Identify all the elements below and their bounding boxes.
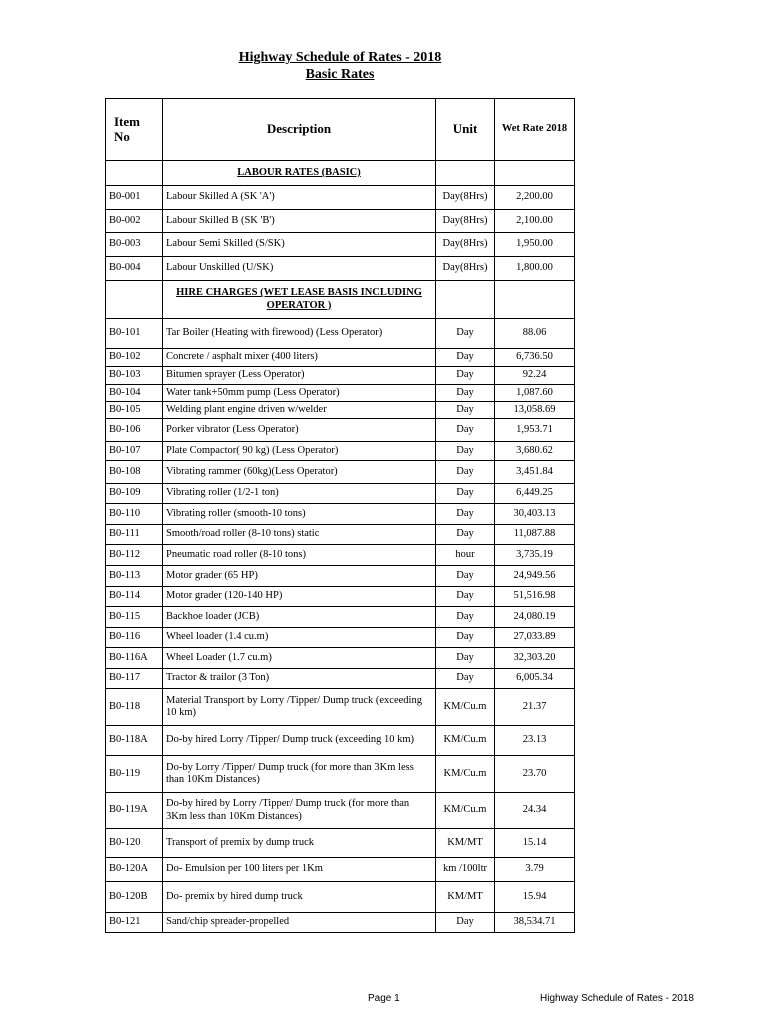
unit-cell: Day — [436, 566, 495, 587]
unit-cell: Day — [436, 669, 495, 689]
rate-cell: 2,100.00 — [495, 210, 575, 233]
rate-cell: 2,200.00 — [495, 186, 575, 210]
table-row — [106, 402, 575, 419]
column-header-wet-rate: Wet Rate 2018 — [495, 99, 575, 161]
unit-cell: KM/Cu.m — [436, 793, 495, 829]
description-cell: Labour Skilled B (SK 'B') — [163, 210, 436, 233]
description-cell: Vibrating roller (1/2-1 ton) — [163, 484, 436, 504]
rate-cell: 30,403.13 — [495, 504, 575, 525]
description-cell: Wheel loader (1.4 cu.m) — [163, 628, 436, 648]
description-cell: Do-by hired by Lorry /Tipper/ Dump truck (for more than 3Km less than 10Km Distances) — [163, 793, 436, 829]
table-row — [106, 319, 575, 349]
rate-cell: 3,451.84 — [495, 461, 575, 484]
item-cell: B0-101 — [106, 319, 163, 349]
unit-cell: KM/MT — [436, 829, 495, 858]
item-cell: B0-109 — [106, 484, 163, 504]
item-cell: B0-118 — [106, 689, 163, 726]
unit-cell: Day — [436, 525, 495, 545]
description-cell: Plate Compactor( 90 kg) (Less Operator) — [163, 442, 436, 461]
unit-cell: Day — [436, 648, 495, 669]
unit-cell: Day — [436, 419, 495, 442]
table-row — [106, 829, 575, 858]
table-row — [106, 385, 575, 402]
unit-cell: Day — [436, 319, 495, 349]
item-cell: B0-117 — [106, 669, 163, 689]
description-cell: LABOUR RATES (BASIC) — [163, 161, 436, 186]
description-cell: Labour Skilled A (SK 'A') — [163, 186, 436, 210]
column-header-unit: Unit — [436, 99, 495, 161]
column-header-item-no: Item No — [106, 99, 163, 161]
item-cell — [106, 161, 163, 186]
rate-cell — [495, 281, 575, 319]
description-cell: Transport of premix by dump truck — [163, 829, 436, 858]
unit-cell: Day — [436, 402, 495, 419]
description-cell: Labour Unskilled (U/SK) — [163, 257, 436, 281]
table-row — [106, 349, 575, 367]
table-body — [106, 161, 575, 933]
item-cell: B0-110 — [106, 504, 163, 525]
item-cell: B0-116 — [106, 628, 163, 648]
item-cell: B0-119 — [106, 756, 163, 793]
item-cell: B0-001 — [106, 186, 163, 210]
item-cell: B0-002 — [106, 210, 163, 233]
description-cell: Vibrating roller (smooth-10 tons) — [163, 504, 436, 525]
unit-cell: Day — [436, 484, 495, 504]
unit-cell: Day(8Hrs) — [436, 210, 495, 233]
table-row — [106, 367, 575, 385]
rate-cell: 24,949.56 — [495, 566, 575, 587]
rate-cell: 3,680.62 — [495, 442, 575, 461]
unit-cell — [436, 281, 495, 319]
rate-cell: 38,534.71 — [495, 913, 575, 933]
table-row — [106, 525, 575, 545]
item-cell: B0-121 — [106, 913, 163, 933]
rate-cell: 92.24 — [495, 367, 575, 385]
description-cell: HIRE CHARGES (WET LEASE BASIS INCLUDING OPERATOR ) — [163, 281, 436, 319]
item-cell: B0-108 — [106, 461, 163, 484]
rate-cell: 6,736.50 — [495, 349, 575, 367]
description-cell: Concrete / asphalt mixer (400 liters) — [163, 349, 436, 367]
description-cell: Porker vibrator (Less Operator) — [163, 419, 436, 442]
rate-cell: 1,950.00 — [495, 233, 575, 257]
page-subtitle: Basic Rates — [305, 67, 375, 82]
table-row — [106, 793, 575, 829]
item-cell: B0-113 — [106, 566, 163, 587]
unit-cell: Day — [436, 913, 495, 933]
table-row — [106, 233, 575, 257]
table-row — [106, 607, 575, 628]
description-cell: Water tank+50mm pump (Less Operator) — [163, 385, 436, 402]
item-cell: B0-119A — [106, 793, 163, 829]
rate-cell — [495, 161, 575, 186]
table-row — [106, 882, 575, 913]
table-row — [106, 858, 575, 882]
description-cell: Tractor & trailor (3 Ton) — [163, 669, 436, 689]
unit-cell: Day(8Hrs) — [436, 186, 495, 210]
unit-cell: KM/Cu.m — [436, 689, 495, 726]
rates-table — [105, 98, 575, 933]
rate-cell: 23.70 — [495, 756, 575, 793]
description-cell: Labour Semi Skilled (S/SK) — [163, 233, 436, 257]
description-cell: Bitumen sprayer (Less Operator) — [163, 367, 436, 385]
unit-cell: Day — [436, 385, 495, 402]
column-header-description: Description — [163, 99, 436, 161]
description-cell: Do-by Lorry /Tipper/ Dump truck (for more than 3Km less than 10Km Distances) — [163, 756, 436, 793]
table-row — [106, 726, 575, 756]
item-cell: B0-120B — [106, 882, 163, 913]
item-cell: B0-116A — [106, 648, 163, 669]
item-cell: B0-120 — [106, 829, 163, 858]
item-cell: B0-120A — [106, 858, 163, 882]
item-cell: B0-112 — [106, 545, 163, 566]
description-cell: Welding plant engine driven w/welder — [163, 402, 436, 419]
item-cell: B0-004 — [106, 257, 163, 281]
table-row — [106, 461, 575, 484]
table-row — [106, 442, 575, 461]
rate-cell: 24.34 — [495, 793, 575, 829]
table-row — [106, 484, 575, 504]
item-cell: B0-107 — [106, 442, 163, 461]
item-cell: B0-118A — [106, 726, 163, 756]
item-cell: B0-105 — [106, 402, 163, 419]
table-row — [106, 210, 575, 233]
rate-cell: 23.13 — [495, 726, 575, 756]
item-cell: B0-114 — [106, 587, 163, 607]
page-number: Page 1 — [368, 993, 400, 1004]
rate-cell: 1,800.00 — [495, 257, 575, 281]
table-row — [106, 628, 575, 648]
rate-cell: 6,449.25 — [495, 484, 575, 504]
footer-title: Highway Schedule of Rates - 2018 — [540, 993, 694, 1004]
description-cell: Motor grader (65 HP) — [163, 566, 436, 587]
description-cell: Sand/chip spreader-propelled — [163, 913, 436, 933]
description-cell: Material Transport by Lorry /Tipper/ Dump truck (exceeding 10 km) — [163, 689, 436, 726]
rate-cell: 3.79 — [495, 858, 575, 882]
unit-cell: KM/MT — [436, 882, 495, 913]
table-row — [106, 648, 575, 669]
table-row — [106, 756, 575, 793]
table-row — [106, 913, 575, 933]
item-cell: B0-111 — [106, 525, 163, 545]
unit-cell: Day — [436, 587, 495, 607]
section-header-row — [106, 161, 575, 186]
rate-cell: 13,058.69 — [495, 402, 575, 419]
item-cell: B0-103 — [106, 367, 163, 385]
rate-cell: 51,516.98 — [495, 587, 575, 607]
item-cell: B0-106 — [106, 419, 163, 442]
rate-cell: 15.94 — [495, 882, 575, 913]
item-cell: B0-102 — [106, 349, 163, 367]
table-row — [106, 257, 575, 281]
item-cell — [106, 281, 163, 319]
description-cell: Wheel Loader (1.7 cu.m) — [163, 648, 436, 669]
rate-cell: 27,033.89 — [495, 628, 575, 648]
item-cell: B0-104 — [106, 385, 163, 402]
rate-cell: 3,735.19 — [495, 545, 575, 566]
rate-cell: 1,087.60 — [495, 385, 575, 402]
table-row — [106, 587, 575, 607]
unit-cell: KM/Cu.m — [436, 726, 495, 756]
unit-cell — [436, 161, 495, 186]
description-cell: Smooth/road roller (8-10 tons) static — [163, 525, 436, 545]
rate-cell: 88.06 — [495, 319, 575, 349]
table-header-row — [106, 99, 575, 161]
description-cell: Do- premix by hired dump truck — [163, 882, 436, 913]
description-cell: Pneumatic road roller (8-10 tons) — [163, 545, 436, 566]
rate-cell: 32,303.20 — [495, 648, 575, 669]
unit-cell: km /100ltr — [436, 858, 495, 882]
unit-cell: Day — [436, 349, 495, 367]
rate-cell: 21.37 — [495, 689, 575, 726]
unit-cell: Day — [436, 367, 495, 385]
unit-cell: Day — [436, 504, 495, 525]
description-cell: Vibrating rammer (60kg)(Less Operator) — [163, 461, 436, 484]
unit-cell: Day — [436, 442, 495, 461]
table-row — [106, 186, 575, 210]
rate-cell: 1,953.71 — [495, 419, 575, 442]
item-cell: B0-115 — [106, 607, 163, 628]
section-header-row — [106, 281, 575, 319]
rate-cell: 11,087.88 — [495, 525, 575, 545]
unit-cell: Day — [436, 607, 495, 628]
table-row — [106, 566, 575, 587]
description-cell: Do-by hired Lorry /Tipper/ Dump truck (exceeding 10 km) — [163, 726, 436, 756]
unit-cell: Day — [436, 461, 495, 484]
table-row — [106, 545, 575, 566]
unit-cell: Day(8Hrs) — [436, 257, 495, 281]
unit-cell: KM/Cu.m — [436, 756, 495, 793]
rate-cell: 24,080.19 — [495, 607, 575, 628]
table-row — [106, 419, 575, 442]
description-cell: Do- Emulsion per 100 liters per 1Km — [163, 858, 436, 882]
rate-cell: 15.14 — [495, 829, 575, 858]
rate-cell: 6,005.34 — [495, 669, 575, 689]
description-cell: Backhoe loader (JCB) — [163, 607, 436, 628]
unit-cell: Day — [436, 628, 495, 648]
table-row — [106, 669, 575, 689]
page-title: Highway Schedule of Rates - 2018 — [238, 50, 442, 65]
description-cell: Motor grader (120-140 HP) — [163, 587, 436, 607]
item-cell: B0-003 — [106, 233, 163, 257]
table-row — [106, 504, 575, 525]
description-cell: Tar Boiler (Heating with firewood) (Less Operator) — [163, 319, 436, 349]
unit-cell: Day(8Hrs) — [436, 233, 495, 257]
table-row — [106, 689, 575, 726]
unit-cell: hour — [436, 545, 495, 566]
